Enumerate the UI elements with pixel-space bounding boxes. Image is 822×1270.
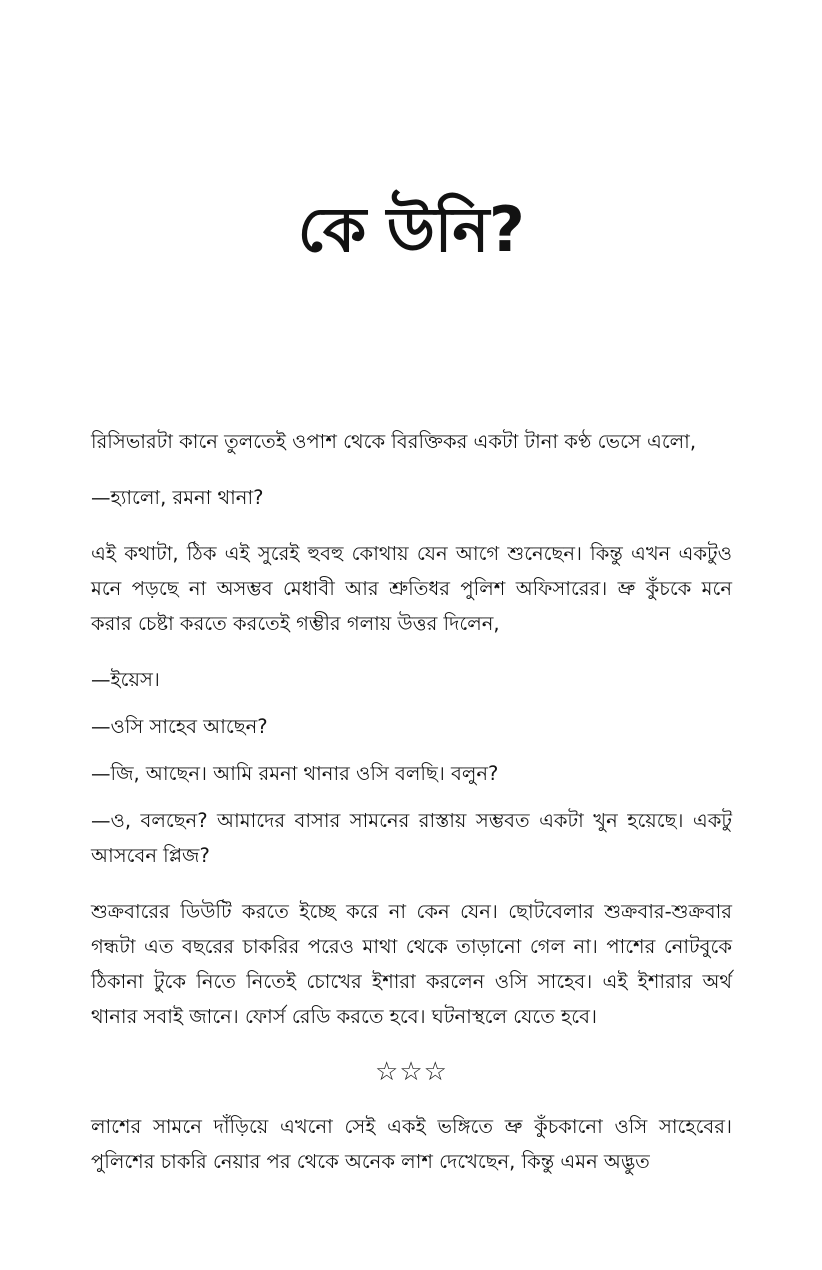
paragraph-dialogue-hello: —হ্যালো, রমনা থানা? bbox=[91, 486, 264, 509]
paragraph-dialogue-yes: —ইয়েস। bbox=[91, 668, 160, 691]
paragraph-dialogue-oc-speaking: —জি, আছেন। আমি রমনা থানার ওসি বলছি। বলুন? bbox=[91, 762, 499, 785]
body-text-column bbox=[91, 424, 732, 1200]
paragraph-narration-corpse: লাশের সামনে দাঁড়িয়ে এখনো সেই একই ভঙ্গিতে ভ্রু কুঁচকানো ওসি সাহেবের। পুলিশের চাকরি নেয়ার পর থেকে অনেক লাশ দেখেছেন, কিন্তু এমন অদ্ভুত bbox=[91, 1115, 732, 1173]
paragraph-narration-friday-duty: শুক্রবারের ডিউটি করতে ইচ্ছে করে না কেন যেন। ছোটবেলার শুক্রবার-শুক্রবার গন্ধটা এত বছরের চাকরির পরেও মাথা থেকে তাড়ানো গেল না। পাশের নোটবুকে ঠিকানা টুকে নিতে নিতেই চোখের ইশারা করলেন ওসি সাহেব। এই ইশারার অর্থ থানার সবাই জানে। ফোর্স রেডি করতে হবে। ঘটনাস্থলে যেতে হবে। bbox=[91, 900, 732, 1028]
paragraph-narration-opening: রিসিভারটা কানে তুলতেই ওপাশ থেকে বিরক্তিকর একটা টানা কণ্ঠ ভেসে এলো, bbox=[91, 430, 697, 453]
paragraph-narration-recollection: এই কথাটা, ঠিক এই সুরেই হুবহু কোথায় যেন আগে শুনেছেন। কিন্তু এখন একটুও মনে পড়ছে না অসম্ভব মেধাবী আর শ্রুতিধর পুলিশ অফিসারের। ভ্রু কুঁচকে মনে করার চেষ্টা করতে করতেই গম্ভীর গলায় উত্তর দিলেন, bbox=[91, 542, 732, 635]
paragraph-dialogue-oc-available: —ওসি সাহেব আছেন? bbox=[91, 715, 268, 738]
page-title: কে উনি? bbox=[297, 193, 525, 266]
chapter-title-block bbox=[0, 193, 822, 266]
paragraph-dialogue-murder-report: —ও, বলছেন? আমাদের বাসার সামনের রাস্তায় সম্ভবত একটা খুন হয়েছে। একটু আসবেন প্লিজ? bbox=[91, 809, 732, 867]
scene-divider-stars: ☆☆☆ bbox=[375, 1057, 448, 1087]
